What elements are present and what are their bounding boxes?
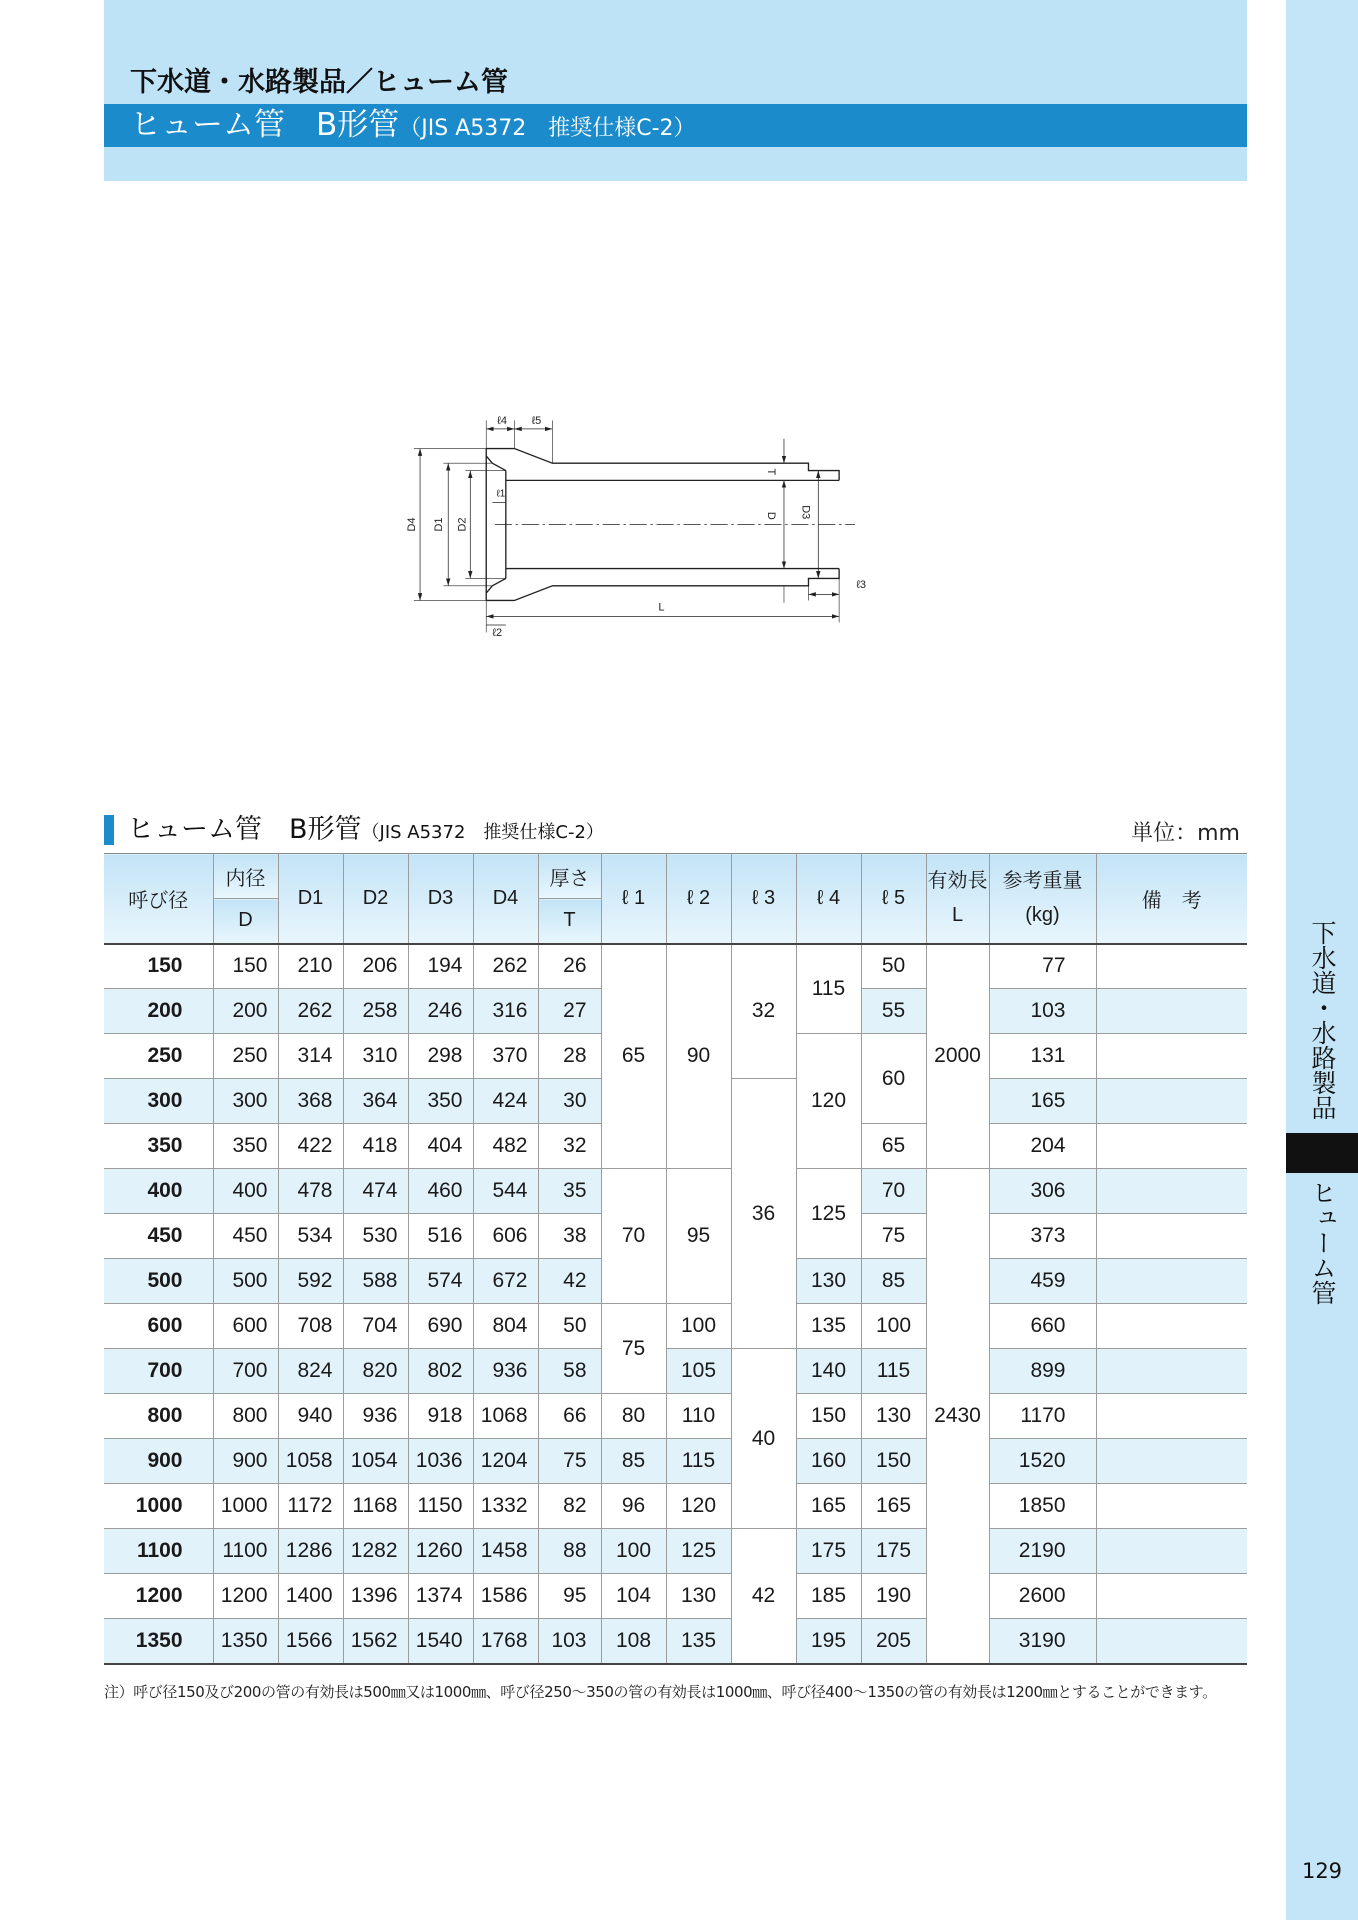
- cell-D1: 422: [278, 1124, 343, 1169]
- cell-T: 58: [538, 1349, 601, 1394]
- cell-D4: 262: [473, 944, 538, 989]
- cell-weight: 2600: [989, 1574, 1096, 1619]
- cell-D1: 262: [278, 989, 343, 1034]
- cell-remarks: [1096, 1034, 1247, 1079]
- cell-remarks: [1096, 1349, 1247, 1394]
- cell-T: 88: [538, 1529, 601, 1574]
- cell-remarks: [1096, 1574, 1247, 1619]
- cell-remarks: [1096, 1484, 1247, 1529]
- cell-T: 27: [538, 989, 601, 1034]
- cell-l5: 130: [861, 1394, 926, 1439]
- table-row: [104, 1394, 1247, 1439]
- cell-l5: 55: [861, 989, 926, 1034]
- cell-D: 150: [213, 944, 278, 989]
- cell-D2: 1168: [343, 1484, 408, 1529]
- cell-L: 2430: [926, 1169, 989, 1664]
- cell-weight: 204: [989, 1124, 1096, 1169]
- table-title-standard: （JIS A5372 推奨仕様C-2）: [361, 822, 604, 843]
- cell-remarks: [1096, 1619, 1247, 1664]
- cell-weight: 165: [989, 1079, 1096, 1124]
- cell-D2: 588: [343, 1259, 408, 1304]
- cell-l1: 108: [601, 1619, 666, 1664]
- cell-D4: 316: [473, 989, 538, 1034]
- cell-nominal: 1350: [104, 1619, 213, 1664]
- cell-nominal: 250: [104, 1034, 213, 1079]
- cell-D3: 1374: [408, 1574, 473, 1619]
- spec-table-body: [104, 944, 1247, 1664]
- cell-D2: 1282: [343, 1529, 408, 1574]
- cell-l4: 160: [796, 1439, 861, 1484]
- cell-l2: 90: [666, 944, 731, 1169]
- side-current-marker: [1286, 1133, 1358, 1173]
- cell-D1: 708: [278, 1304, 343, 1349]
- cell-L: 2000: [926, 944, 989, 1169]
- cell-D4: 804: [473, 1304, 538, 1349]
- cell-nominal: 500: [104, 1259, 213, 1304]
- pipe-outer-top: [486, 449, 839, 481]
- cell-nominal: 200: [104, 989, 213, 1034]
- cell-remarks: [1096, 1529, 1247, 1574]
- label-D4: D4: [406, 517, 419, 532]
- cell-D4: 1768: [473, 1619, 538, 1664]
- cell-l4: 130: [796, 1259, 861, 1304]
- table-row: [104, 1349, 1247, 1394]
- cell-l2: 100: [666, 1304, 731, 1349]
- cell-l3: 40: [731, 1349, 796, 1529]
- table-title-marker: [104, 815, 114, 845]
- cell-l5: 165: [861, 1484, 926, 1529]
- cell-l2: 135: [666, 1619, 731, 1664]
- cell-l1: 75: [601, 1304, 666, 1394]
- cell-nominal: 1000: [104, 1484, 213, 1529]
- cell-l5: 75: [861, 1214, 926, 1259]
- cell-l2: 115: [666, 1439, 731, 1484]
- cell-remarks: [1096, 1304, 1247, 1349]
- table-title: [127, 813, 604, 850]
- col-header-effective-length-symbol: L: [951, 904, 964, 927]
- cell-D3: 1260: [408, 1529, 473, 1574]
- table-row: [104, 1439, 1247, 1484]
- cell-nominal: 1100: [104, 1529, 213, 1574]
- cell-D3: 690: [408, 1304, 473, 1349]
- product-title-bar: [104, 104, 1247, 147]
- cell-D1: 314: [278, 1034, 343, 1079]
- cell-D3: 802: [408, 1349, 473, 1394]
- cell-D1: 1172: [278, 1484, 343, 1529]
- cell-D2: 418: [343, 1124, 408, 1169]
- cell-T: 42: [538, 1259, 601, 1304]
- cell-T: 32: [538, 1124, 601, 1169]
- cell-nominal: 350: [104, 1124, 213, 1169]
- cell-T: 66: [538, 1394, 601, 1439]
- cell-l3: 32: [731, 944, 796, 1079]
- cell-D1: 478: [278, 1169, 343, 1214]
- cell-D3: 298: [408, 1034, 473, 1079]
- cell-D: 400: [213, 1169, 278, 1214]
- cell-D1: 1058: [278, 1439, 343, 1484]
- cell-D: 600: [213, 1304, 278, 1349]
- cell-l1: 80: [601, 1394, 666, 1439]
- cell-remarks: [1096, 1124, 1247, 1169]
- cell-D: 200: [213, 989, 278, 1034]
- cell-D1: 368: [278, 1079, 343, 1124]
- cell-D: 1350: [213, 1619, 278, 1664]
- cell-D: 1000: [213, 1484, 278, 1529]
- cell-D: 800: [213, 1394, 278, 1439]
- label-l5: ℓ5: [531, 415, 542, 428]
- col-header-remarks: 備 考: [1096, 854, 1247, 944]
- cell-D4: 1458: [473, 1529, 538, 1574]
- cell-remarks: [1096, 1169, 1247, 1214]
- cell-nominal: 800: [104, 1394, 213, 1439]
- cell-D4: 544: [473, 1169, 538, 1214]
- cell-remarks: [1096, 1079, 1247, 1124]
- col-header-effective-length-label: 有効長: [927, 870, 988, 893]
- cell-l5: 150: [861, 1439, 926, 1484]
- pipe-outer-bottom: [486, 569, 839, 601]
- cell-l2: 130: [666, 1574, 731, 1619]
- cell-D4: 424: [473, 1079, 538, 1124]
- col-header-effective-length: [926, 854, 989, 944]
- cell-D2: 206: [343, 944, 408, 989]
- cell-T: 28: [538, 1034, 601, 1079]
- cell-T: 38: [538, 1214, 601, 1259]
- cell-D3: 516: [408, 1214, 473, 1259]
- cell-weight: 103: [989, 989, 1096, 1034]
- col-header-l3: ℓ 3: [731, 854, 796, 944]
- cell-l4: 140: [796, 1349, 861, 1394]
- cell-D1: 1286: [278, 1529, 343, 1574]
- cell-l4: 185: [796, 1574, 861, 1619]
- cell-D: 900: [213, 1439, 278, 1484]
- col-header-D1: D1: [278, 854, 343, 944]
- cell-D2: 530: [343, 1214, 408, 1259]
- cell-D3: 460: [408, 1169, 473, 1214]
- col-header-inner-diameter: 内径: [213, 854, 278, 899]
- cell-D4: 936: [473, 1349, 538, 1394]
- cell-l1: 70: [601, 1169, 666, 1304]
- col-header-inner-diameter-symbol: D: [213, 899, 278, 944]
- cell-D4: 1586: [473, 1574, 538, 1619]
- cell-nominal: 400: [104, 1169, 213, 1214]
- cell-D2: 474: [343, 1169, 408, 1214]
- extension-lines: [414, 420, 839, 632]
- header-row: [104, 854, 1247, 899]
- table-row: [104, 1619, 1247, 1664]
- cell-D1: 534: [278, 1214, 343, 1259]
- cell-D: 500: [213, 1259, 278, 1304]
- category-title: 下水道・水路製品／ヒューム管: [130, 67, 508, 98]
- cell-D: 300: [213, 1079, 278, 1124]
- cell-T: 30: [538, 1079, 601, 1124]
- cell-T: 95: [538, 1574, 601, 1619]
- cell-remarks: [1096, 1259, 1247, 1304]
- cell-D: 1100: [213, 1529, 278, 1574]
- cell-D4: 1204: [473, 1439, 538, 1484]
- cell-l5: 50: [861, 944, 926, 989]
- col-header-l2: ℓ 2: [666, 854, 731, 944]
- cell-weight: 1520: [989, 1439, 1096, 1484]
- cell-l5: 65: [861, 1124, 926, 1169]
- cell-l2: 105: [666, 1349, 731, 1394]
- table-row: [104, 1484, 1247, 1529]
- table-row: [104, 1304, 1247, 1349]
- label-l3: ℓ3: [856, 579, 867, 592]
- cell-T: 103: [538, 1619, 601, 1664]
- label-l2: ℓ2: [492, 627, 503, 640]
- cell-D: 350: [213, 1124, 278, 1169]
- cell-weight: 77: [989, 944, 1096, 989]
- cell-D3: 1150: [408, 1484, 473, 1529]
- col-header-D3: D3: [408, 854, 473, 944]
- cell-D: 1200: [213, 1574, 278, 1619]
- table-row: [104, 1574, 1247, 1619]
- cell-remarks: [1096, 1214, 1247, 1259]
- cell-D4: 606: [473, 1214, 538, 1259]
- cell-weight: 899: [989, 1349, 1096, 1394]
- cell-l1: 104: [601, 1574, 666, 1619]
- col-header-D2: D2: [343, 854, 408, 944]
- cell-weight: 3190: [989, 1619, 1096, 1664]
- unit-label: 単位：mm: [1131, 821, 1240, 846]
- extension-line: [486, 420, 552, 463]
- cell-D2: 1562: [343, 1619, 408, 1664]
- cell-l2: 95: [666, 1169, 731, 1304]
- col-header-thickness-symbol: T: [538, 899, 601, 944]
- cell-T: 82: [538, 1484, 601, 1529]
- cell-D2: 820: [343, 1349, 408, 1394]
- cell-remarks: [1096, 944, 1247, 989]
- cell-D3: 918: [408, 1394, 473, 1439]
- cell-D3: 194: [408, 944, 473, 989]
- side-section-label: 下水道・水路製品: [1308, 920, 1337, 1120]
- cell-D: 700: [213, 1349, 278, 1394]
- cell-weight: 2190: [989, 1529, 1096, 1574]
- cell-remarks: [1096, 989, 1247, 1034]
- table-row: [104, 1169, 1247, 1214]
- cell-D3: 350: [408, 1079, 473, 1124]
- pipe-cross-section-diagram: [398, 408, 882, 641]
- col-header-l1: ℓ 1: [601, 854, 666, 944]
- cell-nominal: 150: [104, 944, 213, 989]
- label-L: L: [658, 601, 665, 614]
- cell-l4: 175: [796, 1529, 861, 1574]
- cell-D1: 1566: [278, 1619, 343, 1664]
- cell-nominal: 600: [104, 1304, 213, 1349]
- cell-D1: 592: [278, 1259, 343, 1304]
- cell-D2: 364: [343, 1079, 408, 1124]
- cell-l4: 165: [796, 1484, 861, 1529]
- cell-l4: 150: [796, 1394, 861, 1439]
- label-D1: D1: [433, 517, 446, 532]
- cell-D4: 1068: [473, 1394, 538, 1439]
- cell-D3: 1540: [408, 1619, 473, 1664]
- cell-D2: 936: [343, 1394, 408, 1439]
- cell-nominal: 900: [104, 1439, 213, 1484]
- cell-T: 75: [538, 1439, 601, 1484]
- cell-weight: 1850: [989, 1484, 1096, 1529]
- product-title: ヒューム管 B形管: [130, 107, 400, 143]
- label-l4: ℓ4: [497, 415, 507, 428]
- cell-l5: 100: [861, 1304, 926, 1349]
- cell-weight: 1170: [989, 1394, 1096, 1439]
- cell-weight: 131: [989, 1034, 1096, 1079]
- cell-nominal: 300: [104, 1079, 213, 1124]
- cell-l3: 36: [731, 1079, 796, 1349]
- spec-table: [104, 853, 1247, 1665]
- cell-D3: 574: [408, 1259, 473, 1304]
- cell-l5: 85: [861, 1259, 926, 1304]
- cell-l4: 195: [796, 1619, 861, 1664]
- cell-D: 450: [213, 1214, 278, 1259]
- cell-T: 35: [538, 1169, 601, 1214]
- label-T: T: [765, 468, 778, 476]
- label-D2: D2: [456, 517, 469, 532]
- cell-D1: 940: [278, 1394, 343, 1439]
- cell-T: 26: [538, 944, 601, 989]
- table-title-main: ヒューム管 B形管: [127, 814, 362, 845]
- page-number: 129: [1301, 1859, 1343, 1883]
- cell-l1: 85: [601, 1439, 666, 1484]
- cell-D1: 1400: [278, 1574, 343, 1619]
- cell-D4: 482: [473, 1124, 538, 1169]
- cell-D4: 672: [473, 1259, 538, 1304]
- cell-nominal: 450: [104, 1214, 213, 1259]
- cell-l4: 125: [796, 1169, 861, 1259]
- cell-l5: 205: [861, 1619, 926, 1664]
- cell-l1: 65: [601, 944, 666, 1169]
- cell-D4: 370: [473, 1034, 538, 1079]
- col-header-nominal: 呼び径: [104, 854, 213, 944]
- col-header-weight-label: 参考重量: [1002, 870, 1083, 893]
- col-header-weight: [989, 854, 1096, 944]
- cell-D2: 704: [343, 1304, 408, 1349]
- cell-weight: 306: [989, 1169, 1096, 1214]
- label-D: D: [765, 511, 778, 520]
- cell-D2: 258: [343, 989, 408, 1034]
- cell-D3: 246: [408, 989, 473, 1034]
- cell-remarks: [1096, 1439, 1247, 1484]
- col-header-thickness: 厚さ: [538, 854, 601, 899]
- cell-l2: 120: [666, 1484, 731, 1529]
- cell-l4: 115: [796, 944, 861, 1034]
- col-header-l4: ℓ 4: [796, 854, 861, 944]
- product-standard: （JIS A5372 推奨仕様C-2）: [399, 116, 696, 141]
- cell-D3: 1036: [408, 1439, 473, 1484]
- dimension-lines: [420, 429, 839, 625]
- cell-D2: 1396: [343, 1574, 408, 1619]
- cell-l5: 175: [861, 1529, 926, 1574]
- extension-line: [414, 449, 486, 601]
- col-header-D4: D4: [473, 854, 538, 944]
- cell-remarks: [1096, 1394, 1247, 1439]
- cell-D1: 210: [278, 944, 343, 989]
- cell-l5: 115: [861, 1349, 926, 1394]
- label-l1: ℓ1: [496, 488, 506, 500]
- cell-nominal: 700: [104, 1349, 213, 1394]
- side-current-label: ヒューム管: [1308, 1180, 1337, 1305]
- cell-weight: 373: [989, 1214, 1096, 1259]
- cell-D2: 1054: [343, 1439, 408, 1484]
- table-row: [104, 1529, 1247, 1574]
- cell-nominal: 1200: [104, 1574, 213, 1619]
- cell-l5: 190: [861, 1574, 926, 1619]
- table-row: [104, 944, 1247, 989]
- cell-weight: 459: [989, 1259, 1096, 1304]
- cell-l5: 60: [861, 1034, 926, 1124]
- cell-D1: 824: [278, 1349, 343, 1394]
- cell-l4: 120: [796, 1034, 861, 1169]
- cell-D4: 1332: [473, 1484, 538, 1529]
- label-D3: D3: [799, 505, 812, 520]
- cell-l5: 70: [861, 1169, 926, 1214]
- cell-weight: 660: [989, 1304, 1096, 1349]
- cell-l1: 96: [601, 1484, 666, 1529]
- footnote: 注）呼び径150及び200の管の有効長は500㎜又は1000㎜、呼び径250～350の管の有効長は1000㎜、呼び径400～1350の管の有効長は1200㎜とすることができます。: [104, 1683, 1217, 1701]
- cell-T: 50: [538, 1304, 601, 1349]
- cell-l2: 125: [666, 1529, 731, 1574]
- col-header-weight-unit: (kg): [1025, 904, 1060, 927]
- cell-l4: 135: [796, 1304, 861, 1349]
- cell-D: 250: [213, 1034, 278, 1079]
- cell-l3: 42: [731, 1529, 796, 1664]
- cell-D3: 404: [408, 1124, 473, 1169]
- col-header-l5: ℓ 5: [861, 854, 926, 944]
- cell-l2: 110: [666, 1394, 731, 1439]
- cell-l1: 100: [601, 1529, 666, 1574]
- cell-D2: 310: [343, 1034, 408, 1079]
